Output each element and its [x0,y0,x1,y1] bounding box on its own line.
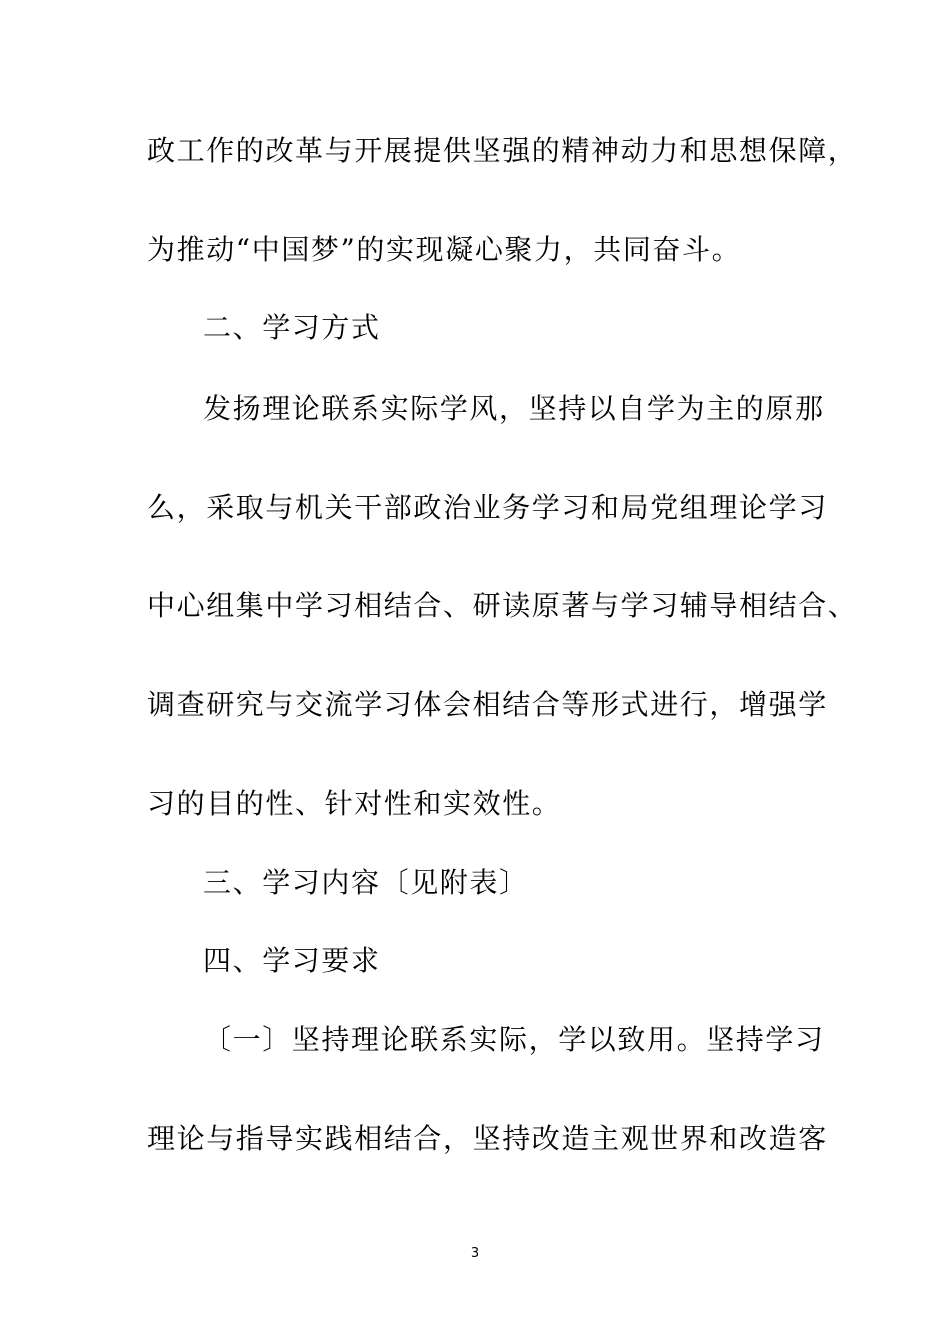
section-heading: 四、学习要求 [203,944,381,977]
paragraph-first-line: 〔一〕坚持理论联系实际，学以致用。坚持学习 [203,1023,825,1056]
body-text-line: 政工作的改革与开展提供坚强的精神动力和思想保障， [147,134,858,167]
page-number: 3 [470,1246,480,1261]
body-text-line: 么，采取与机关干部政治业务学习和局党组理论学习 [147,491,828,524]
body-text-line: 理论与指导实践相结合，坚持改造主观世界和改造客 [147,1122,828,1155]
section-heading: 三、学习内容〔见附表〕 [203,866,529,899]
body-text-line: 调查研究与交流学习体会相结合等形式进行，增强学 [147,688,828,721]
body-text-line: 习的目的性、针对性和实效性。 [147,787,562,820]
section-heading: 二、学习方式 [203,311,381,344]
body-text-line: 中心组集中学习相结合、研读原著与学习辅导相结合、 [147,589,858,622]
paragraph-first-line: 发扬理论联系实际学风，坚持以自学为主的原那 [203,392,825,425]
body-text-line: 为推动“中国梦”的实现凝心聚力，共同奋斗。 [147,233,742,266]
